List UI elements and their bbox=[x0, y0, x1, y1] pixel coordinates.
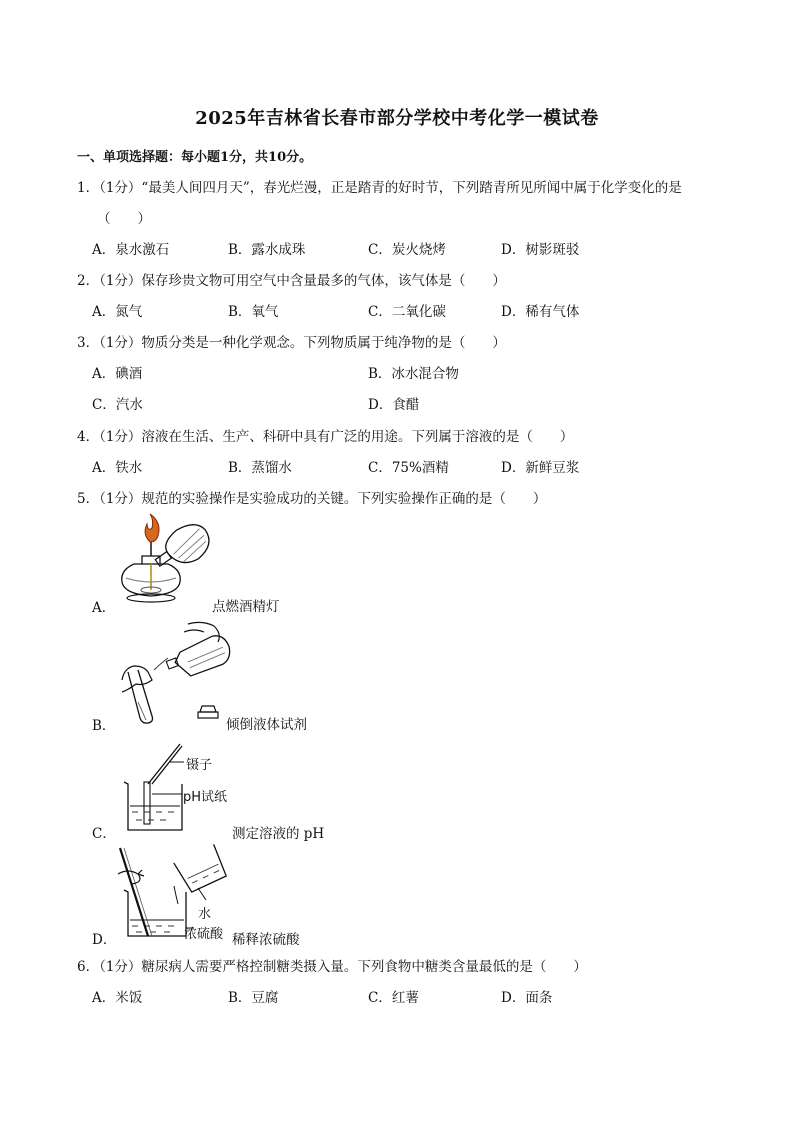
question-5-stem: 5．（1分）规范的实验操作是实验成功的关键。下列实验操作正确的是（ ） bbox=[77, 491, 547, 507]
question-4-option-a: A．铁水 bbox=[92, 460, 143, 476]
question-1-option-a: A．泉水激石 bbox=[92, 242, 170, 258]
question-3-option-c: C．汽水 bbox=[92, 397, 143, 413]
water-label: 水 bbox=[198, 907, 212, 922]
question-4-option-c: C．75%酒精 bbox=[368, 460, 449, 476]
question-1-stem-continued: （ ） bbox=[97, 211, 151, 227]
question-4-option-b: B．蒸馏水 bbox=[228, 460, 292, 476]
question-2-stem: 2．（1分）保存珍贵文物可用空气中含量最多的气体，该气体是（ ） bbox=[77, 273, 506, 289]
question-1-option-b: B．露水成珠 bbox=[228, 242, 306, 258]
alcohol-lamp-figure bbox=[112, 512, 222, 607]
question-5-option-c-caption: 测定溶液的 pH bbox=[232, 826, 325, 842]
acid-label: 浓硫酸 bbox=[184, 927, 224, 942]
question-5-option-c-letter: C． bbox=[92, 826, 116, 842]
ph-test-figure bbox=[118, 742, 188, 834]
question-6-stem: 6．（1分）糖尿病人需要严格控制糖类摄入量。下列食物中糖类含量最低的是（ ） bbox=[77, 959, 587, 975]
question-3-stem: 3．（1分）物质分类是一种化学观念。下列物质属于纯净物的是（ ） bbox=[77, 335, 506, 351]
question-6-option-d: D．面条 bbox=[501, 990, 553, 1006]
page-title: 2025年吉林省长春市部分学校中考化学一模试卷 bbox=[195, 108, 599, 129]
question-3-option-d: D．食醋 bbox=[368, 397, 420, 413]
question-2-option-a: A．氮气 bbox=[92, 304, 143, 320]
question-2-option-b: B．氧气 bbox=[228, 304, 279, 320]
question-5-option-a-caption: 点燃酒精灯 bbox=[212, 599, 280, 615]
question-2-option-c: C．二氧化碳 bbox=[368, 304, 446, 320]
question-3-option-b: B．冰水混合物 bbox=[368, 366, 459, 382]
question-3-option-a: A．碘酒 bbox=[92, 366, 143, 382]
question-6-option-c: C．红薯 bbox=[368, 990, 419, 1006]
question-1-option-c: C．炭火烧烤 bbox=[368, 242, 446, 258]
pour-liquid-figure bbox=[118, 620, 233, 728]
question-5-option-b-caption: 倾倒液体试剂 bbox=[226, 717, 307, 733]
tweezers-label: 镊子 bbox=[186, 758, 213, 773]
section-heading: 一、单项选择题：每小题1分，共10分。 bbox=[77, 150, 313, 165]
question-1-stem: 1．（1分）“最美人间四月天”，春光烂漫，正是踏青的好时节，下列踏青所见所闻中属于化学变化的是 bbox=[77, 180, 682, 196]
question-5-option-d-caption: 稀释浓硫酸 bbox=[232, 932, 300, 948]
question-2-option-d: D．稀有气体 bbox=[501, 304, 580, 320]
ph-paper-label: pH试纸 bbox=[183, 790, 228, 805]
question-5-option-b-letter: B． bbox=[92, 718, 116, 734]
question-6-option-b: B．豆腐 bbox=[228, 990, 279, 1006]
question-4-option-d: D．新鲜豆浆 bbox=[501, 460, 580, 476]
question-4-stem: 4．（1分）溶液在生活、生产、科研中具有广泛的用途。下列属于溶液的是（ ） bbox=[77, 429, 574, 445]
question-6-option-a: A．米饭 bbox=[92, 990, 143, 1006]
question-5-option-a-letter: A． bbox=[92, 600, 116, 616]
question-1-option-d: D．树影斑驳 bbox=[501, 242, 580, 258]
question-5-option-d-letter: D． bbox=[92, 932, 117, 948]
